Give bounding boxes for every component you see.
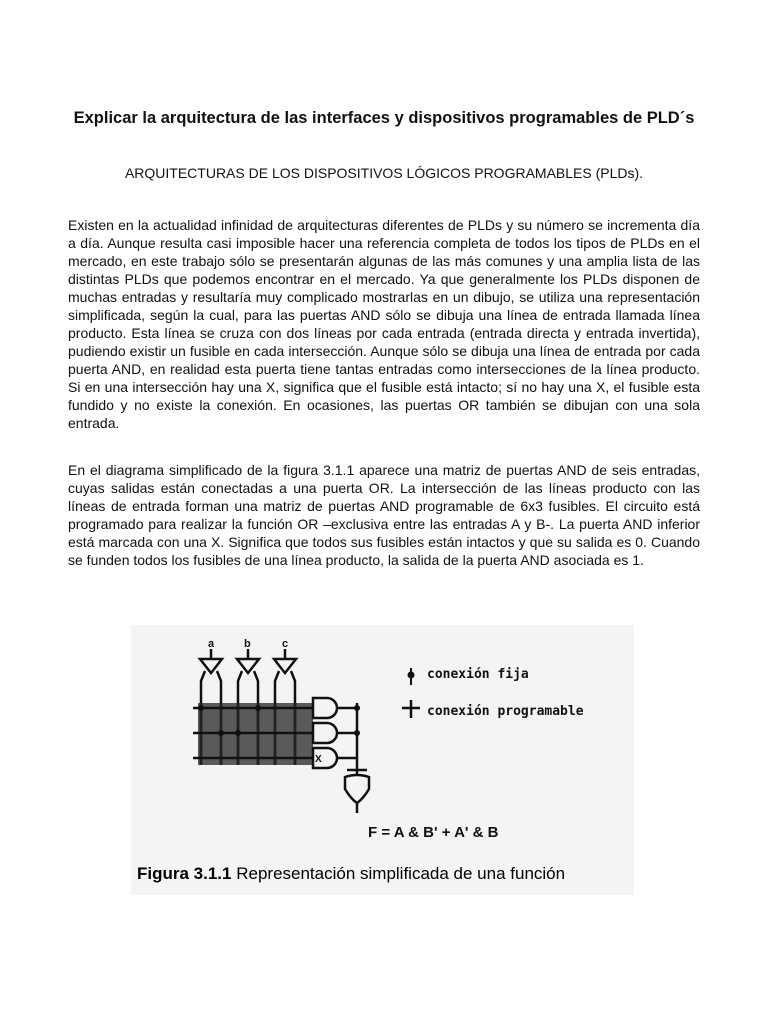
figure-caption-text: Representación simplificada de una función	[236, 864, 566, 883]
function-equation: F = A & B' + A' & B	[368, 824, 499, 841]
or-gate	[345, 775, 369, 803]
and-gate-x-mark: X	[315, 754, 322, 765]
figure-caption	[137, 864, 627, 884]
figure-pld-diagram	[131, 625, 634, 895]
section-heading: ARQUITECTURAS DE LOS DISPOSITIVOS LÓGICOS PROGRAMABLES (PLDs).	[124, 165, 644, 181]
legend-programmable-icon	[402, 700, 420, 718]
document-title: Explicar la arquitectura de las interfaces y dispositivos programables de PLD´s	[73, 109, 695, 127]
or-input-bus	[337, 703, 367, 775]
legend-fixed-dot-icon	[408, 672, 415, 679]
legend-fixed-label: conexión fija	[427, 667, 529, 682]
input-label-a: a	[208, 638, 215, 650]
paragraph-2: En el diagrama simplificado de la figura 3.1.1 aparece una matriz de puertas AND de seis entradas, cuyas salidas están conectadas a una puerta OR. La intersección de las líneas producto con las líneas de entrada forman una matriz de puertas AND programable de 6x3 fusibles. El circuito está programado para realizar la función OR –exclusiva entre las entradas A y B-. La puerta AND inferior está marcada con una X. Significa que todos sus fusibles están intactos y que su salida es 0. Cuando se funden todos los fusibles de una línea producto, la salida de la puerta AND asociada es 1.	[68, 462, 700, 568]
paragraph-1: Existen en la actualidad infinidad de arquitecturas diferentes de PLDs y su número se incrementa día a día. Aunque resulta casi imposible hacer una referencia completa de todos los tipos de PLDs en el mercado, en este trabajo sólo se presentarán algunas de las más comunes y una amplia lista de las distintas PLDs que podemos encontrar en el mercado. Ya que generalmente los PLDs disponen de muchas entradas y resultaría muy complicado mostrarlas en un dibujo, se utiliza una representación simplificada, según la cual, para las puertas AND sólo se dibuja una línea de entrada llamada línea producto. Esta línea se cruza con dos líneas por cada entrada (entrada directa y entrada invertida), pudiendo existir un fusible en cada intersección. Aunque sólo se dibuja una línea de entrada por cada puerta AND, en realidad esta puerta tiene tantas entradas como intersecciones de la línea producto. Si en una intersección hay una X, significa que el fusible está intacto; sí no hay una X, el fusible esta fundido y no existe la conexión. En ocasiones, las puertas OR también se dibujan con una sola entrada.	[68, 217, 700, 431]
pld-circuit-diagram	[131, 625, 634, 895]
input-label-b: b	[244, 638, 251, 650]
figure-caption-number: Figura 3.1.1	[137, 864, 232, 883]
legend-programmable-label: conexión programable	[427, 704, 584, 719]
input-label-c: c	[282, 638, 289, 650]
